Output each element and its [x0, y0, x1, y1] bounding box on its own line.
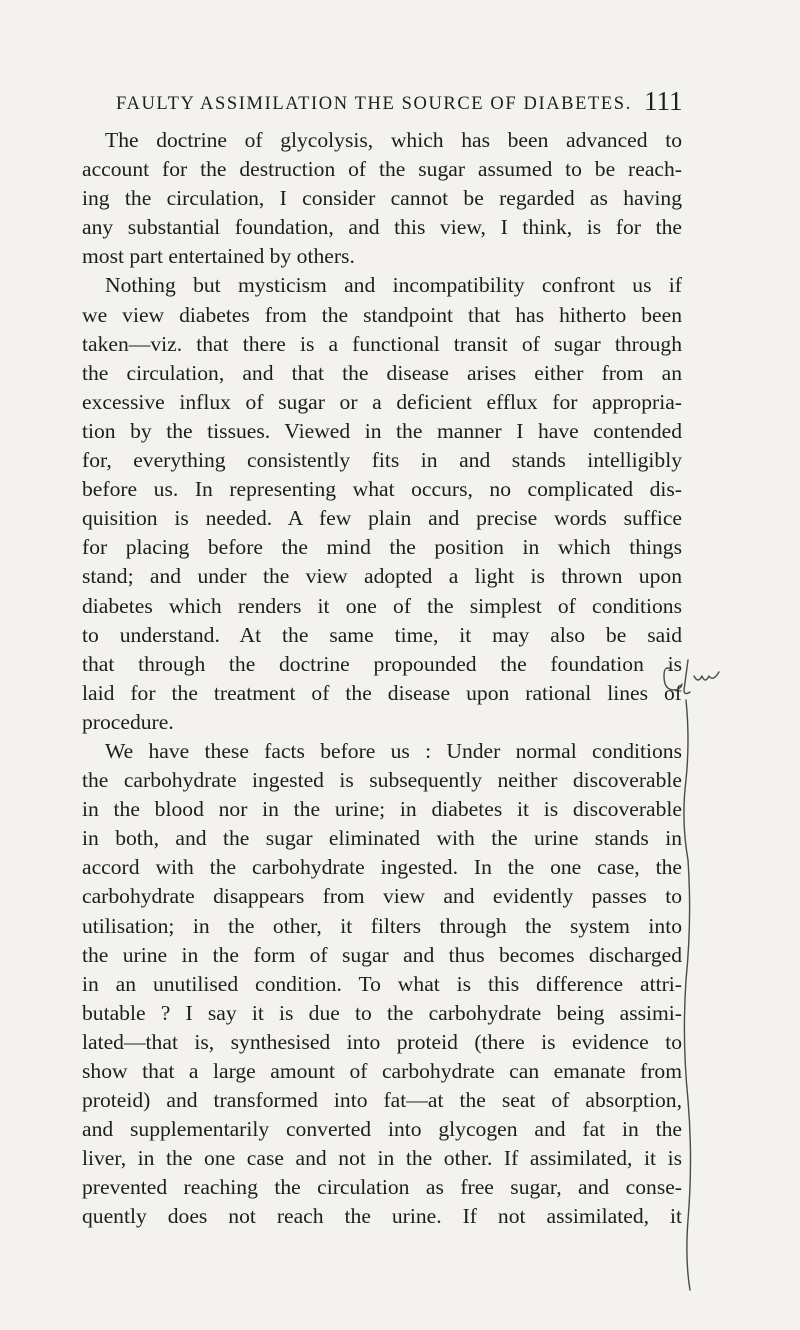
text-line: before us. In representing what occurs, no complicated dis-: [82, 477, 682, 502]
text-line: we view diabetes from the standpoint that has hitherto been: [82, 302, 682, 327]
text-line: Nothing but mysticism and incompatibility confront us if: [105, 273, 682, 298]
page-header: [0, 86, 800, 120]
text-line: proteid) and transformed into fat—at the seat of absorption,: [82, 1088, 682, 1113]
text-line: diabetes which renders it one of the simplest of conditions: [82, 593, 682, 618]
text-line: prevented reaching the circulation as free sugar, and conse-: [82, 1175, 682, 1200]
text-line: tion by the tissues. Viewed in the manner I have contended: [82, 418, 682, 443]
text-line: carbohydrate disappears from view and evidently passes to: [82, 884, 682, 909]
text-line: The doctrine of glycolysis, which has been advanced to: [105, 128, 682, 152]
text-line: accord with the carbohydrate ingested. In the one case, the: [82, 855, 682, 880]
paragraph-2: [82, 271, 682, 737]
text-line: lated—that is, synthesised into proteid (there is evidence to: [82, 1029, 682, 1054]
text-line: utilisation; in the other, it filters through the system into: [82, 913, 682, 938]
text-line: the urine in the form of sugar and thus becomes discharged: [82, 942, 682, 967]
text-line: ing the circulation, I consider cannot be regarded as having: [82, 186, 682, 211]
text-line: and supplementarily converted into glycogen and fat in the: [82, 1117, 682, 1142]
text-line: in the blood nor in the urine; in diabetes it is discoverable: [82, 797, 682, 822]
paragraph-1: [82, 126, 682, 271]
text-line: for placing before the mind the position in which things: [82, 535, 682, 560]
text-line: excessive influx of sugar or a deficient efflux for appropria-: [82, 389, 682, 414]
text-line: stand; and under the view adopted a light is thrown upon: [82, 564, 682, 589]
text-line: quisition is needed. A few plain and precise words suffice: [82, 506, 682, 531]
text-line: any substantial foundation, and this view, I think, is for the: [82, 215, 682, 240]
text-line: liver, in the one case and not in the other. If assimilated, it is: [82, 1146, 682, 1171]
text-line: to understand. At the same time, it may also be said: [82, 622, 682, 647]
text-line: quently does not reach the urine. If not assimilated, it: [82, 1204, 682, 1229]
text-line: the circulation, and that the disease arises either from an: [82, 360, 682, 385]
text-line: show that a large amount of carbohydrate can emanate from: [82, 1059, 682, 1083]
text-line: in an unutilised condition. To what is this difference attri-: [82, 971, 682, 996]
text-line: the carbohydrate ingested is subsequently neither discoverable: [82, 768, 682, 793]
text-line: most part entertained by others.: [82, 244, 355, 269]
text-line: that through the doctrine propounded the foundation is: [82, 651, 682, 676]
text-line: account for the destruction of the sugar assumed to be reach-: [82, 157, 682, 182]
text-line: in both, and the sugar eliminated with the urine stands in: [82, 826, 682, 851]
text-line: butable ? I say it is due to the carbohydrate being assimi-: [82, 1000, 682, 1025]
paragraph-3: [82, 737, 682, 1232]
running-head: FAULTY ASSIMILATION THE SOURCE OF DIABETES.: [116, 94, 632, 114]
text-line: taken—viz. that there is a functional transit of sugar through: [82, 331, 682, 356]
body-text: [82, 126, 682, 1232]
text-line: We have these facts before us : Under normal conditions: [105, 738, 682, 763]
text-line: laid for the treatment of the disease upon rational lines of: [82, 680, 682, 705]
text-line: procedure.: [82, 709, 174, 734]
text-line: for, everything consistently fits in and stands intelligibly: [82, 448, 682, 473]
page-number: 111: [644, 86, 683, 116]
